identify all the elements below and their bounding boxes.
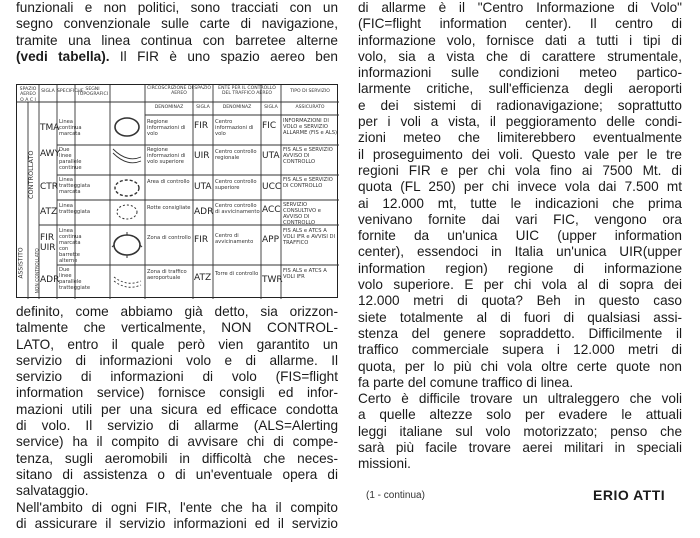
text-line: mazioni utili per una sicura ed efficace condotta (16, 401, 338, 417)
text-line: information service) fornisce consigli ed infor- (16, 385, 338, 401)
text-line: tramite una linea continua con barretee alterne (16, 32, 338, 48)
header-circoscrizione: CIRCOSCRIZIONE DI SPAZIO AEREO (147, 86, 211, 97)
circ-sigla: ATZ (194, 273, 212, 283)
ente-sigla: UTA (262, 151, 280, 161)
text-line: Certo è difficile trovare un ultraleggero che voli (358, 391, 682, 407)
text-line: traffico commerciale supera i 12.000 metri di (358, 342, 682, 358)
row-spec: Linea tratteggiata marcata (59, 177, 91, 195)
ente-sigla: TWR (262, 275, 283, 285)
row-spec: Due linee parallele continue (59, 147, 82, 171)
text-line: Nell'ambito di ogni FIR, l'ente che ha il compito (16, 499, 338, 515)
bold-reference: (vedi tabella). (16, 48, 110, 64)
text-fragment: Il FIR è uno spazio aereo ben (109, 48, 338, 64)
right-column (358, 0, 682, 473)
text-line: di allarme è il "Centro Informazione di Volo" (358, 0, 682, 15)
ente-name: Centro controllo regionale (215, 149, 257, 161)
circ-name: Regione informazioni di volo superiore (147, 147, 186, 165)
circ-sigla: FIR (194, 121, 209, 131)
circ-name: Regione informazioni di volo (147, 119, 186, 137)
text-line: il proseguimento dei voli. Questo vale per le tre (358, 146, 682, 162)
ente-sigla: FIC (262, 121, 277, 131)
text-line: leggi italiane sul volo motorizzato; penso che (358, 423, 682, 439)
header-airspace: SPAZIO AEREO O A C I (19, 87, 37, 103)
ente-sigla: ACC (262, 205, 281, 215)
text-line: tenza, sugli aeromobili in difficoltà che neces- (16, 450, 338, 466)
circ-name: Zona di controllo (147, 235, 191, 241)
servizio-text: FIS ALS e ATCS A VOLI IFR (283, 268, 327, 280)
circ-sigla: ADR (194, 207, 214, 217)
text-line: information region) regione di informazione (358, 260, 682, 276)
text-line: di assicurare il servizio informazioni ed il servizio (16, 515, 338, 531)
continuation-note: (1 - continua) (366, 490, 425, 501)
servizio-text: FIS ALS e SERVIZIO DI CONTROLLO (283, 177, 333, 189)
circ-sigla: UTA (194, 182, 212, 192)
servizio-text: FIS ALS e SERVIZIO AVVISO DI CONTROLLO (283, 147, 333, 165)
ente-name: Centro controllo di avvicinamento (215, 203, 260, 215)
row-sigla: ATZ (40, 207, 58, 217)
text-line: quota (FL 250) per chi invece vola dai 7.500 mt (358, 179, 682, 195)
text-line: regioni FIR e per chi vola fino ai 7500 Mt. di (358, 162, 682, 178)
text-line: siete totalmente al di fuori di qualsiasi assi- (358, 309, 682, 325)
text-line (16, 49, 338, 65)
text-line: volo superiore. E per chi vola al di sopra dei (358, 277, 682, 293)
text-line: definito, come abbiamo già detto, sia orizzon- (16, 304, 338, 319)
text-line: sitano di assistenza o di un'eventuale opera di (16, 466, 338, 482)
text-line: per i voli a vista, il peggioramento delle condi- (358, 114, 682, 130)
subheader: ASSICURATO (295, 105, 325, 110)
side-label-assistito: ASSISTITO (17, 247, 25, 279)
text-line: 12.000 metri di quota? Beh in questo caso (358, 293, 682, 309)
row-spec: Linea continua marcata (59, 119, 82, 137)
text-line: missioni. (358, 456, 411, 472)
text-line: stenza del genere sopraddetto. Difficilmente il (358, 325, 682, 341)
text-line: fornite da un'unica UIC (upper information (358, 228, 682, 244)
circ-sigla: FIR (194, 235, 209, 245)
text-line: servizio di informazioni di volo (FIS=flight (16, 369, 338, 385)
row-spec: Linea continua marcata con barrette alterne (59, 228, 82, 264)
text-line: center), essendoci in Italia un'unica UIR(upper (358, 244, 682, 260)
text-line: informazioni sulle condizioni meteo partico- (358, 65, 682, 81)
left-column-top (16, 0, 338, 65)
text-line: venivano fornite dai vari FIC, vengono ora (358, 211, 682, 227)
subheader: SIGLA (264, 105, 278, 110)
text-line: servizio di informazioni volo e di allarme. Il (16, 352, 338, 368)
text-line: a quelle altezze solo per evadere le attuali (358, 407, 682, 423)
text-line: volo, sia a vista che di carattere strumentale, (358, 48, 682, 64)
text-line: LATO, entro il quale però vien garantito un (16, 336, 338, 352)
subheader: DENOMINAZ (222, 105, 252, 110)
text-line: funzionali e non politici, sono tracciati con un (16, 0, 338, 15)
header-ente: ENTE PER IL CONTROLLO DEL TRAFFICO AEREO (218, 86, 276, 97)
text-line: zioni meteo che limiterebbero eventualmente (358, 130, 682, 146)
text-line: e dei sistemi di radionavigazione; soprattutto (358, 97, 682, 113)
text-line: sarà più facile trovare aerei militari in speciali (358, 440, 682, 456)
ente-sigla: APP (262, 235, 280, 245)
circ-name: Zona di traffico aeroportuale (147, 269, 187, 281)
text-line: di volo. Il servizio di allarme (ALS=Alerting (16, 418, 338, 434)
row-sigla: ADR (40, 275, 60, 285)
ente-name: Centro di avvicinamento (215, 233, 254, 245)
text-line: larmente critiche, sull'efficienza degli aeroporti (358, 81, 682, 97)
side-label-controllato: CONTROLLATO (27, 150, 35, 199)
circ-name: Area di controllo (147, 179, 190, 185)
row-sigla: CTR (40, 182, 59, 192)
text-line: service) ha il compito di avvisare chi di compe- (16, 434, 338, 450)
header-sigla: SIGLA (41, 89, 55, 94)
row-sigla: AWY (40, 149, 61, 159)
header-servizio: TIPO DI SERVIZIO (290, 89, 330, 94)
text-line: (FIC=flight information center). Il centro di (358, 16, 682, 32)
ente-sigla: UCC (262, 182, 282, 192)
ente-name: Torre di controllo (215, 271, 259, 277)
row-sigla: TMA (40, 123, 60, 133)
text-line: quota, per lo più chi vola oltre certe quote non (358, 358, 682, 374)
servizio-text: INFORMAZIONI DI VOLO e SERVIZIO ALLARME (FIS e ALS) (283, 118, 338, 136)
header-specifiche: SPECIFICHE (57, 89, 84, 94)
circ-sigla: UIR (194, 151, 210, 161)
text-line: talmente che verticalmente, NON CONTROL- (16, 320, 338, 336)
servizio-text: SERVIZIO CONSULTIVO e AVVISO DI CONTROLLO (283, 202, 321, 226)
subheader: DENOMINAZ (154, 105, 184, 110)
subheader: SIGLA (196, 105, 210, 110)
ente-name: Centro informazioni di volo (215, 119, 254, 137)
row-spec: Linea tratteggiata (59, 203, 91, 215)
row-sigla: FIR UIR (40, 233, 56, 253)
text-line: segno convenzionale sulle carte di navigazione, (16, 16, 338, 32)
circ-name: Rotte consigliate (147, 205, 191, 211)
ente-name: Centro controllo superiore (215, 179, 257, 191)
author-signature: ERIO ATTI (593, 487, 666, 503)
row-spec: Due linee parallele tratteggiate (59, 267, 91, 291)
text-line: informazione volo, fornisce dati a tutti i tipi di (358, 32, 682, 48)
airspace-table (16, 84, 338, 298)
text-line: ai 12.000 mt, tutte le indicazioni che prima (358, 195, 682, 211)
text-line: salvataggio. (16, 483, 89, 499)
text-line: fa parte del comune traffico di linea. (358, 374, 574, 390)
left-column-bottom (16, 304, 338, 532)
side-label-non-controllato: NON CONTROLLATO (35, 248, 41, 294)
header-segni: SEGNI TOPOGRAFICI (76, 87, 109, 98)
servizio-text: FIS ALS e ATCS A VOLI IFR e AVVISI DI TRAFFICO (283, 228, 336, 246)
